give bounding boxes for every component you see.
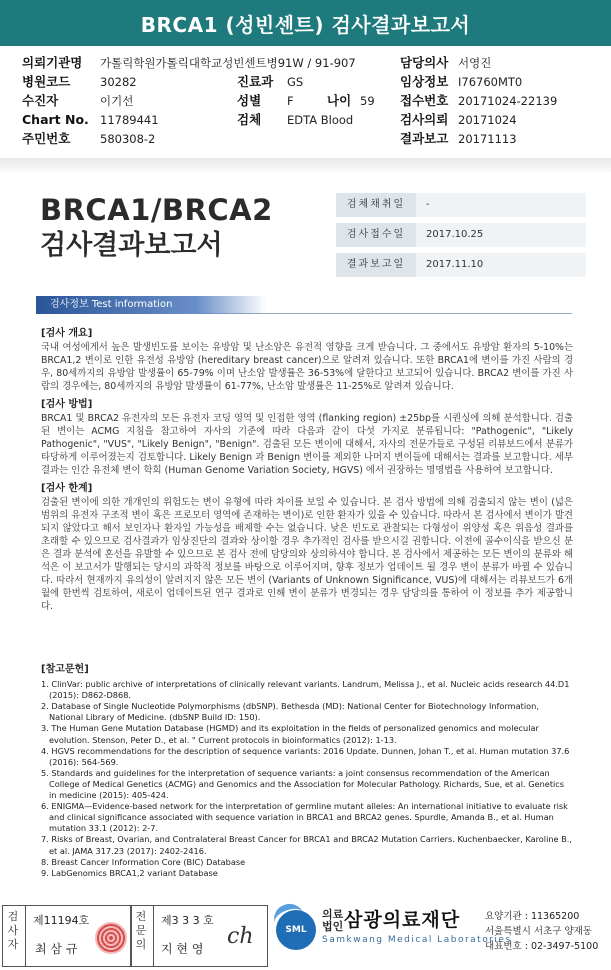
hospital-code-label: 병원코드 <box>22 74 71 89</box>
org-name-en: Samkwang Medical Laboratories <box>322 935 512 945</box>
tester-label: 검사자 <box>7 910 19 951</box>
receipt-value: 20171024-22139 <box>458 94 558 108</box>
test-info-section-header <box>36 296 572 314</box>
corp-type-line1: 의료 <box>322 908 344 921</box>
receipt-date-value: 2017.10.25 <box>416 223 586 247</box>
hospital-code-value: 30282 <box>100 75 137 89</box>
reference-item: 1. ClinVar: public archive of interpretations of clinically relevant variants. Landrum, Melissa J., et al. Nucleic acids research 44.D1 (2015): D862-D868. <box>41 679 570 701</box>
chart-label: Chart No. <box>22 112 89 127</box>
age-label: 나이 <box>327 93 352 108</box>
reference-item: 3. The Human Gene Mutation Database (HGMD) and its exploitation in the fields of personalized genomics and molecular evolution. Stenson, Peter D., et al. " Current protocols in bioinformatics (2012): 1-13. <box>41 723 539 745</box>
dept-label: 진료과 <box>237 74 274 89</box>
receipt-date-label: 검사접수일 <box>336 223 416 247</box>
clinical-label: 임상정보 <box>400 74 449 89</box>
method-text: BRCA1 및 BRCA2 유전자의 모든 유전자 코딩 영역 및 인접한 영역 (flanking region) ±25bp를 시퀀싱에 의해 분석합니다. 검출된 변이는 ACMG 지침을 참고하여 자사의 기준에 따라 다음과 같이 다섯 가지로 분류됩니다: "Pathogenic", "Likely Pathogenic", "VUS", "Likely Benign", "Benign". 검출된 모든 변이에 대해서, 자사의 전문가들로 구성된 리뷰보드에서 분류가 타당하게 이루어졌는지 검토합니다. Likely Benign 과 Benign 변이를 제외한 나머지 변이들에 대해서는 결과를 보고합니다. 세부결과는 인간 유전체 변이 학회 (Human Genome Variation Society, HGVS) 에서 권장하는 명명법을 사용하여 보고합니다. <box>41 413 573 476</box>
specialist-label: 전문의 <box>135 910 147 951</box>
report-footer <box>2 905 609 967</box>
test-info-body <box>41 322 573 613</box>
collection-date-label: 검체채취일 <box>336 193 416 217</box>
meta-row <box>336 253 586 277</box>
sex-label: 성별 <box>237 93 262 108</box>
collection-date-value: - <box>416 193 586 217</box>
specialist-name: 지 현 영 <box>161 942 204 956</box>
limitation-text: 검출된 변이에 의한 개개인의 위험도는 변이 유형에 따라 차이를 보일 수 있습니다. 본 검사 방법에 의해 검출되지 않는 변이 (넓은 범위의 유전자 구조적 변이 혹은 프로모터 영역에 존재하는 변이)로 인한 환자가 있을 수 있습니다. 따라서 본 검사에서 변이가 발견되지 않았다고 해서 보인자나 환자일 가능성을 배제할 수는 없습니다. 낮은 빈도로 관찰되는 다형성이 위양성 혹은 위음성 결과를 초래할 수 있으므로 검사결과가 임상진단의 결과와 상이할 경우 추가적인 검사를 받으시길 권합니다. 이전에 골수이식을 받으신 분은 결과 분석에 혼선을 유발할 수 있으므로 본 검사 전에 담당의와 상의하셔야 합니다. 본 검사에서 제공하는 모든 변이의 분류와 해석은 이 보고서가 발행되는 당시의 과학적 정보를 바탕으로 이루어지며, 향후 정보가 업데이트 될 경우 변이 분류가 바뀔 수 있습니다. 따라서 현재까지 유의성이 알려지지 않은 모든 변이 (Variants of Unknown Significance, VUS)에 대해서는 리뷰보드가 6개월에 한번씩 검토하여, 새로이 업데이트된 연구 결과로 인해 변이 분류가 변경되는 경우 담당의를 통하여 이 정보를 추가 제공합니다. <box>41 497 573 612</box>
references-list <box>41 679 573 879</box>
report-title-line1: BRCA1/BRCA2 <box>40 193 273 227</box>
org-name: 삼광의료재단 <box>344 909 461 931</box>
reference-item: 7. Risks of Breast, Ovarian, and Contralateral Breast Cancer for BRCA1 and BRCA2 Mutation Carriers. Kuchenbaecker, Karoline B., et al. JAMA 317.23 (2017): 2402-2416. <box>41 834 573 856</box>
reference-item: 6. ENIGMA—Evidence-based network for the interpretation of germline mutant alleles: An international initiative to evaluate risk and clinical significance associated with sequence variation in BRCA1 and BRCA2 genes. Spurdle, Amanda B., et al. Human mutation 33.1 (2012): 2-7. <box>41 801 568 834</box>
request-label: 검사의뢰 <box>400 112 449 127</box>
report-dates <box>336 193 586 283</box>
specialist-license-no: 제3 3 3 호 <box>161 914 214 927</box>
org-phone: 대표번호 : 02-3497-5100 <box>485 941 599 952</box>
examinee-value: 이기선 <box>100 94 134 108</box>
rrn-value: 580308-2 <box>100 132 156 146</box>
corp-type <box>322 909 343 933</box>
request-value: 20171024 <box>458 113 517 127</box>
report-title-line2: 검사결과보고서 <box>40 230 223 261</box>
reference-item: 4. HGVS recommendations for the description of sequence variants: 2016 Update. Dunnen, Johan T., et al. Human mutation 37.6 (2016): 564-569. <box>41 745 570 767</box>
report-header-title: BRCA1 (성빈센트) 검사결과보고서 <box>0 0 611 46</box>
chart-value: 11789441 <box>100 113 159 127</box>
org-contact <box>485 909 598 954</box>
clinical-value: I76760MT0 <box>458 75 523 89</box>
tester-seal-icon <box>95 922 127 954</box>
limitation-heading: [검사 한계] <box>41 483 93 494</box>
doctor-label: 담당의사 <box>400 55 449 70</box>
report-date-label: 결과보고 <box>400 131 449 146</box>
specialist-signature-icon: ch <box>227 924 254 949</box>
specialist-box <box>130 905 268 967</box>
result-date-label: 결과보고일 <box>336 253 416 277</box>
references-heading: [참고문헌] <box>41 664 89 675</box>
tester-name: 최 삼 규 <box>35 942 78 956</box>
meta-row <box>336 193 586 217</box>
tester-box <box>2 905 132 967</box>
doctor-value: 서영진 <box>458 56 492 70</box>
dept-value: GS <box>287 75 304 89</box>
examinee-label: 수진자 <box>22 93 59 108</box>
reference-item: 5. Standards and guidelines for the interpretation of sequence variants: a joint consensus recommendation of the American College of Medical Genetics (ACMG) and Genomics and the Association for Molecular Pathology. Richards, Sue, et al. Genetics in medicine (2015): 405-424. <box>41 767 565 801</box>
tester-license-no: 제11194호 <box>33 914 90 927</box>
method-heading: [검사 방법] <box>41 399 93 410</box>
org-institution-code: 요양기관 : 11365200 <box>485 911 580 922</box>
reference-item: 9. LabGenomics BRCA1,2 variant Database <box>41 867 218 878</box>
specimen-label: 검체 <box>237 112 262 127</box>
sex-value: F <box>287 94 294 108</box>
references <box>41 664 573 879</box>
rrn-label: 주민번호 <box>22 131 71 146</box>
report-title <box>40 192 273 264</box>
receipt-label: 접수번호 <box>400 93 449 108</box>
reference-item: 2. Database of Single Nucleotide Polymorphisms (dbSNP). Bethesda (MD): National Center for Biotechnology Information, National Library of Medicine. (dbSNP Build ID: 150). <box>41 701 539 723</box>
age-value: 59 <box>360 94 375 108</box>
header-divider <box>0 158 611 172</box>
reference-item: 8. Breast Cancer Information Core (BIC) Database <box>41 856 246 867</box>
corp-type-line2: 법인 <box>322 920 344 933</box>
report-date-value: 20171113 <box>458 132 517 146</box>
specimen-value: EDTA Blood <box>287 113 354 127</box>
result-date-value: 2017.11.10 <box>416 253 586 277</box>
institution-value: 가톨릭학원가톨릭대학교성빈센트병91W / 91-907 <box>100 56 356 70</box>
institution-label: 의뢰기관명 <box>22 55 83 70</box>
overview-text: 국내 여성에게서 높은 발생빈도를 보이는 유방암 및 난소암은 유전적 영향을 크게 받습니다. 그 중에서도 유방암 환자의 5-10%는 BRCA1,2 변이로 인한 유전성 유방암 (hereditary breast cancer)으로 알려져 있습니다. 또한 BRCA1에 변이를 가진 사람의 경우, 80세까지의 유방암 발생률이 65-79% 이며 난소암 발생률은 36-53%에 달한다고 보고되어 있습니다. BRCA2 변이를 가진 사람의 경우에는, 80세까지의 유방암 발생률이 61-77%, 난소암 발생률은 11-25%로 알려져 있습니다. <box>41 342 573 392</box>
overview-heading: [검사 개요] <box>41 328 93 339</box>
meta-row <box>336 223 586 247</box>
test-info-tab: 검사정보 Test information <box>36 296 266 314</box>
sml-logo-icon: SML <box>276 910 316 950</box>
org-address: 서울특별시 서초구 양재동 <box>485 926 592 937</box>
